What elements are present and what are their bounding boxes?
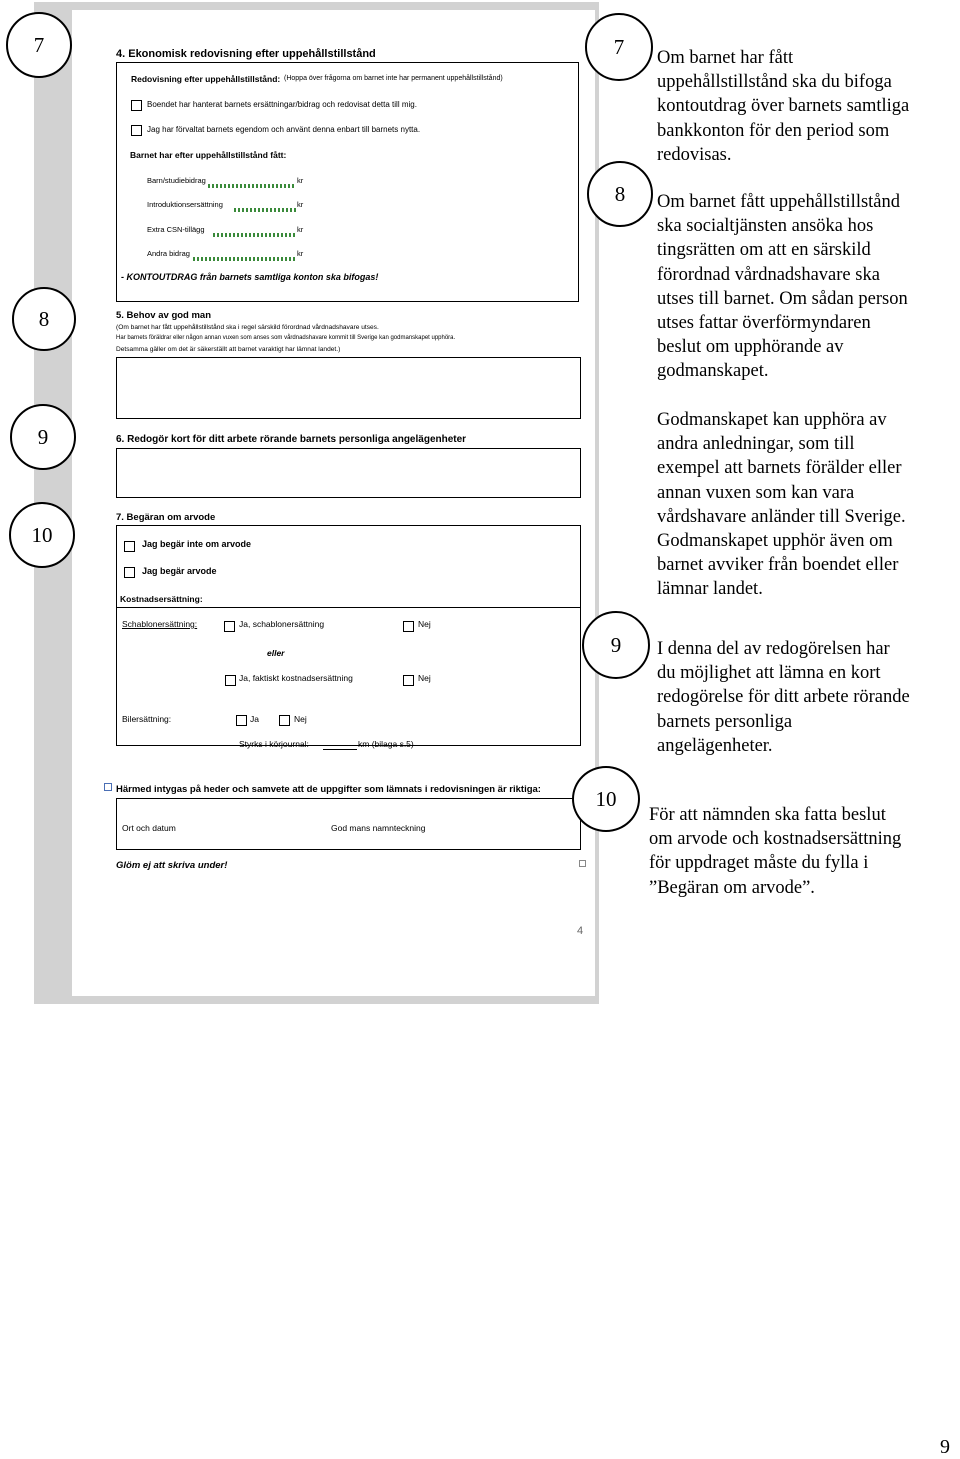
marker-8-left: 8: [12, 287, 76, 351]
checkbox-forvaltat-label: Jag har förvaltat barnets egendom och använt denna enbart till barnets nytta.: [147, 125, 421, 134]
section-5-textbox[interactable]: [116, 357, 581, 419]
nej-label: Nej: [418, 619, 431, 629]
marker-8-right: 8: [587, 161, 653, 227]
section-4-subnote: (Hoppa över frågorna om barnet inte har permanent uppehållstillstånd): [284, 75, 503, 82]
section-5-title: 5. Behov av god man: [116, 310, 212, 321]
checkbox-boendet[interactable]: [131, 100, 142, 111]
note-8-continued: Godmanskapet kan upphöra av andra anledningar, som till exempel att barnets förälder eller annan vuxen som kan vara vårdshavare anländer till Sverige. Godmanskapet upphör även om barnet avviker från boendet eller lämnar landet.: [657, 410, 906, 600]
schablon-label: Schablonersättning:: [122, 619, 198, 629]
divider: [116, 607, 581, 608]
bil-label: Bilersättning:: [122, 714, 172, 724]
checkbox-arvode[interactable]: [124, 567, 135, 578]
nej-label: Nej: [418, 673, 431, 683]
styrks-label: Styrks i körjournal:: [239, 739, 309, 749]
gm-label: God mans namnteckning: [331, 823, 426, 833]
note-7: Om barnet har fått uppehållstillstånd ska du bifoga kontoutdrag över barnets samtliga bankkonton för den period som redovisas.: [657, 48, 910, 165]
note-8: Om barnet fått uppehållstillstånd ska socialtjänsten ansöka hos tingsrätten om att en särskild förordnad vårdnadshavare ska utses till barnet. Om sådan person utses fattar överförmyndaren beslut om upphörande av godmanskapet.: [657, 192, 908, 382]
section-7-box: [116, 525, 581, 746]
note-9: I denna del av redogörelsen har du möjlighet att lämna en kort redogörelse för ditt arbete rörande barnets personliga angelägenheter.: [657, 639, 910, 756]
kr-label: kr: [297, 176, 304, 185]
income-line[interactable]: [193, 257, 296, 261]
ort-label: Ort och datum: [122, 823, 176, 833]
income-line[interactable]: [213, 233, 296, 237]
section-7-title: 7. Begäran om arvode: [116, 512, 216, 523]
glom-note: Glöm ej att skriva under!: [116, 860, 228, 871]
checkbox-boendet-label: Boendet har hanterat barnets ersättningar/bidrag och redovisat detta till mig.: [147, 100, 417, 109]
kontoutdrag-note: - KONTOUTDRAG från barnets samtliga konton ska bifogas!: [121, 272, 379, 282]
income-item: Introduktionsersättning: [147, 200, 223, 209]
section-6-textbox[interactable]: [116, 448, 581, 498]
kostnad-label: Kostnadsersättning:: [120, 594, 203, 604]
kr-label: kr: [297, 249, 304, 258]
ja-faktiskt-label: Ja, faktiskt kostnadsersättning: [239, 673, 353, 683]
checkbox-nej-schablon[interactable]: [403, 621, 414, 632]
form-page: [72, 10, 595, 996]
marker-10-left: 10: [9, 502, 75, 568]
marker-7-right: 7: [585, 13, 653, 81]
section-4-has: Barnet har efter uppehållstillstånd fått:: [130, 150, 287, 160]
income-line[interactable]: [234, 208, 296, 212]
checkbox-ja-faktiskt[interactable]: [225, 675, 236, 686]
income-item: Extra CSN-tillägg: [147, 225, 205, 234]
checkbox-nej-faktiskt[interactable]: [403, 675, 414, 686]
checkbox-bil-ja[interactable]: [236, 715, 247, 726]
checkbox-arvode-label: Jag begär arvode: [142, 566, 217, 576]
section-5-text: Detsamma gäller om det är säkerställt att barnet varaktigt har lämnat landet.): [116, 346, 341, 353]
form-page-number: 4: [577, 925, 584, 937]
income-line[interactable]: [208, 184, 296, 188]
eller-label: eller: [267, 648, 285, 658]
km-label: km (bilaga s.5): [358, 739, 414, 749]
marker-10-right: 10: [572, 766, 640, 832]
checkbox-bil-nej[interactable]: [279, 715, 290, 726]
intyg-text: Härmed intygas på heder och samvete att de uppgifter som lämnats i redovisningen är riktiga:: [116, 784, 541, 795]
income-item: Barn/studiebidrag: [147, 176, 206, 185]
section-5-text: (Om barnet har fått uppehållstillstånd ska i regel särskild förordnad vårdnadshavare utses.: [116, 324, 379, 331]
nej-label: Nej: [294, 714, 307, 724]
kr-label: kr: [297, 225, 304, 234]
checkbox-no-arvode[interactable]: [124, 541, 135, 552]
ja-label: Ja: [250, 714, 259, 724]
move-handle-icon[interactable]: [104, 783, 112, 791]
note-10: För att nämnden ska fatta beslut om arvode och kostnadsersättning för uppdraget måste du fylla i ”Begäran om arvode”.: [649, 805, 902, 898]
section-6-title: 6. Redogör kort för ditt arbete rörande barnets personliga angelägenheter: [116, 434, 467, 445]
marker-9-right: 9: [582, 611, 650, 679]
marker-9-left: 9: [10, 404, 76, 470]
km-line[interactable]: [323, 749, 357, 750]
section-4-title: 4. Ekonomisk redovisning efter uppehållstillstånd: [116, 48, 376, 60]
form-screenshot: [34, 2, 599, 1004]
marker-7-left: 7: [6, 12, 72, 78]
page-number: 9: [940, 1436, 950, 1458]
income-item: Andra bidrag: [147, 249, 190, 258]
checkbox-no-arvode-label: Jag begär inte om arvode: [142, 539, 252, 549]
kr-label: kr: [297, 200, 304, 209]
checkbox-forvaltat[interactable]: [131, 125, 142, 136]
small-square-icon: [579, 860, 586, 867]
ja-schablon-label: Ja, schablonersättning: [239, 619, 325, 629]
section-4-subtitle: Redovisning efter uppehållstillstånd:: [131, 74, 281, 84]
checkbox-ja-schablon[interactable]: [224, 621, 235, 632]
section-5-text: Har barnets föräldrar eller någon annan vuxen som anses som vårdnadshavare kommit till Sverige kan godmanskapet upphöra.: [116, 335, 456, 341]
